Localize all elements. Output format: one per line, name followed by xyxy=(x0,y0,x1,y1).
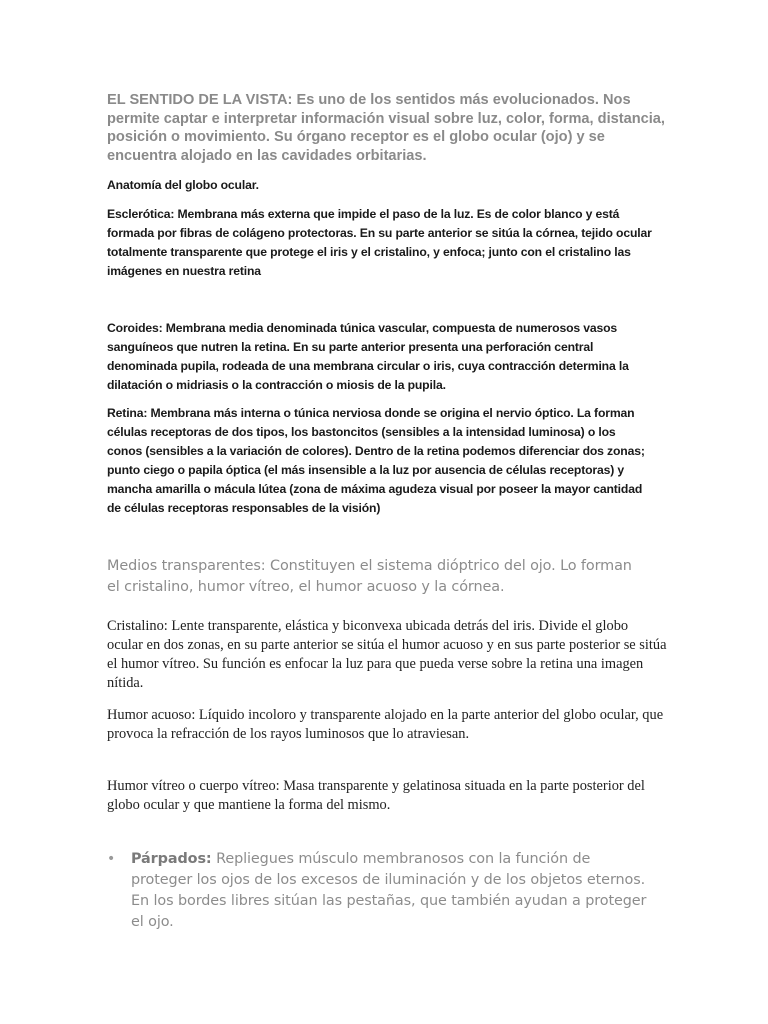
esclerotica-paragraph: Esclerótica: Membrana más externa que impide el paso de la luz. Es de color blanco y está formada por fibras de colágeno protectoras. En su parte anterior se sitúa la córnea, tejido ocular totalmente transparente que protege el iris y el cristalino, y enfoca; junto con el cristalino las imágenes en nuestra retina xyxy=(107,207,652,278)
humor-vitreo-paragraph: Humor vítreo o cuerpo vítreo: Masa transparente y gelatinosa situada en la parte posterior del globo ocular y que mantiene la forma del mismo. xyxy=(107,778,645,813)
parpados-term: Párpados: xyxy=(131,851,212,867)
parpados-list-item xyxy=(107,849,651,933)
anatomia-heading: Anatomía del globo ocular. xyxy=(107,178,259,192)
bullet-icon: • xyxy=(107,851,116,867)
humor-acuoso-paragraph: Humor acuoso: Líquido incoloro y transparente alojado en la parte anterior del globo ocular, que provoca la refracción de los rayos luminosos que lo atraviesan. xyxy=(107,707,664,742)
intro-paragraph: EL SENTIDO DE LA VISTA: Es uno de los sentidos más evolucionados. Nos permite captar e interpretar información visual sobre luz, color, forma, distancia, posición o movimiento. Su órgano receptor es el globo ocular (ojo) y se encuentra alojado en las cavidades orbitarias. xyxy=(107,92,665,164)
medios-transparentes-paragraph: Medios transparentes: Constituyen el sistema dióptrico del ojo. Lo forman el cristalino, humor vítreo, el humor acuoso y la córnea. xyxy=(107,558,632,595)
cristalino-paragraph: Cristalino: Lente transparente, elástica y biconvexa ubicada detrás del iris. Divide el globo ocular en dos zonas, en su parte anterior se sitúa el humor acuoso y en sus parte posterior se sitúa el humor vítreo. Su función es enfocar la luz para que pueda verse sobre la retina una imagen nítida. xyxy=(107,618,667,691)
coroides-paragraph: Coroides: Membrana media denominada túnica vascular, compuesta de numerosos vasos sanguíneos que nutren la retina. En su parte anterior presenta una perforación central denominada pupila, rodeada de una membrana circular o iris, cuya contracción determina la dilatación o midriasis o la contracción o miosis de la pupila. xyxy=(107,321,629,392)
parpados-text: Repliegues músculo membranosos con la función de proteger los ojos de los excesos de iluminación y de los objetos eternos. En los bordes libres sitúan las pestañas, que también ayudan a proteger el ojo. xyxy=(131,851,647,930)
retina-paragraph: Retina: Membrana más interna o túnica nerviosa donde se origina el nervio óptico. La forman células receptoras de dos tipos, los bastoncitos (sensibles a la intensidad luminosa) o los conos (sensibles a la variación de colores). Dentro de la retina podemos diferenciar dos zonas; punto ciego o papila óptica (el más insensible a la luz por ausencia de células receptoras) y mancha amarilla o mácula lútea (zona de máxima agudeza visual por poseer la mayor cantidad de células receptoras responsables de la visión) xyxy=(107,406,645,515)
